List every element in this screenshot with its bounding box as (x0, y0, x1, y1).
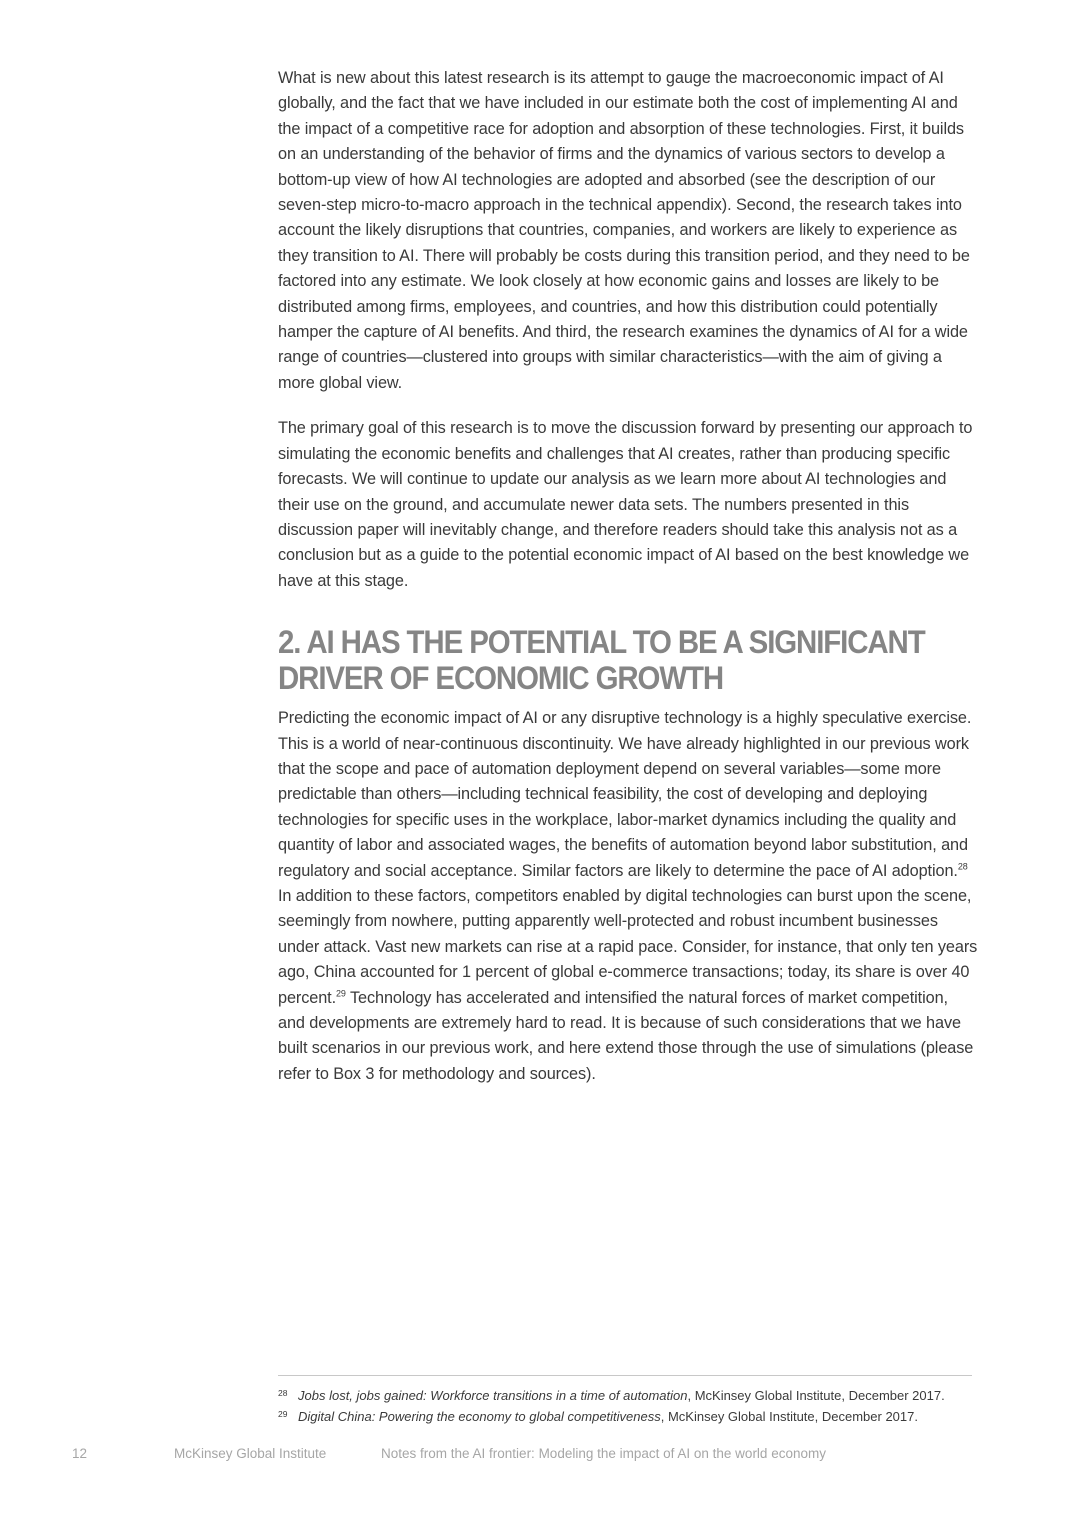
paragraph-text-part-3: Technology has accelerated and intensified the natural forces of market competition, and developments are extremely hard to read. It is because of such considerations that we have built scenarios in our previous work, and here extend those through the use of simulations (please refer to Box 3 for methodology and sources). (278, 988, 974, 1083)
footnote-ref-29[interactable]: 29 (336, 988, 346, 999)
paragraph-text-part-2: In addition to these factors, competitors enabled by digital technologies can burst upon the scene, seemingly from nowhere, putting apparently well-protected and robust incumbent businesses under attack. Vast new markets can rise at a rapid pace. Consider, for instance, that only ten years ago, China accounted for 1 percent of global e-commerce transactions; today, its share is over 40 percent. (278, 886, 978, 1007)
footnote-number: 29 (278, 1409, 288, 1419)
footnote-divider (278, 1375, 972, 1376)
paragraph-economic-impact (278, 706, 978, 1087)
footnotes (278, 1387, 972, 1429)
footer-publisher: McKinsey Global Institute (174, 1446, 327, 1461)
footnote-source: , McKinsey Global Institute, December 2017. (660, 1409, 918, 1424)
footnote-title: Digital China: Powering the economy to global competitiveness (298, 1409, 661, 1424)
footnote-title: Jobs lost, jobs gained: Workforce transitions in a time of automation (298, 1388, 688, 1403)
footnote-ref-28[interactable]: 28 (957, 861, 968, 872)
section-heading: 2. AI HAS THE POTENTIAL TO BE A SIGNIFICANT DRIVER OF ECONOMIC GROWTH (278, 624, 925, 697)
footnote-29 (278, 1408, 972, 1425)
footnote-28 (278, 1387, 972, 1404)
footnote-number: 28 (278, 1388, 288, 1398)
footer-report-title: Notes from the AI frontier: Modeling the impact of AI on the world economy (381, 1446, 826, 1461)
paragraph-research-goal: The primary goal of this research is to move the discussion forward by presenting our approach to simulating the economic benefits and challenges that AI creates, rather than producing specific forecasts. We will continue to update our analysis as we learn more about AI technologies and their use on the ground, and accumulate newer data sets. The numbers presented in this discussion paper will inevitably change, and therefore readers should take this analysis not as a conclusion but as a guide to the potential economic impact of AI based on the best knowledge we have at this stage. (278, 419, 973, 590)
page-number: 12 (72, 1446, 88, 1461)
paragraph-research-novelty: What is new about this latest research is its attempt to gauge the macroeconomic impact of AI globally, and the fact that we have included in our estimate both the cost of implementing AI and the impact of a competitive race for adoption and absorption of these technologies. First, it builds on an understanding of the behavior of firms and the dynamics of various sectors to develop a bottom-up view of how AI technologies are adopted and absorbed (see the description of our seven-step micro-to-macro approach in the technical appendix). Second, the research takes into account the likely disruptions that countries, companies, and workers are likely to experience as they transition to AI. There will probably be costs during this transition period, and they need to be factored into any estimate. We look closely at how economic gains and losses are likely to be distributed among firms, employees, and countries, and how this distribution could potentially hamper the capture of AI benefits. And third, the research examines the dynamics of AI for a wide range of countries—clustered into groups with similar characteristics—with the aim of giving a more global view. (278, 69, 970, 392)
footnote-source: , McKinsey Global Institute, December 2017. (687, 1388, 945, 1403)
main-content (278, 66, 978, 1107)
paragraph-text-part-1: Predicting the economic impact of AI or any disruptive technology is a highly speculative exercise. This is a world of near-continuous discontinuity. We have already highlighted in our previous work that the scope and pace of automation deployment depend on several variables—some more predictable than others—including technical feasibility, the cost of developing and deploying technologies for specific uses in the workplace, labor-market dynamics including the quality and quantity of labor and associated wages, the benefits of automation beyond labor substitution, and regulatory and social acceptance. Similar factors are likely to determine the pace of AI adoption. (278, 709, 972, 880)
